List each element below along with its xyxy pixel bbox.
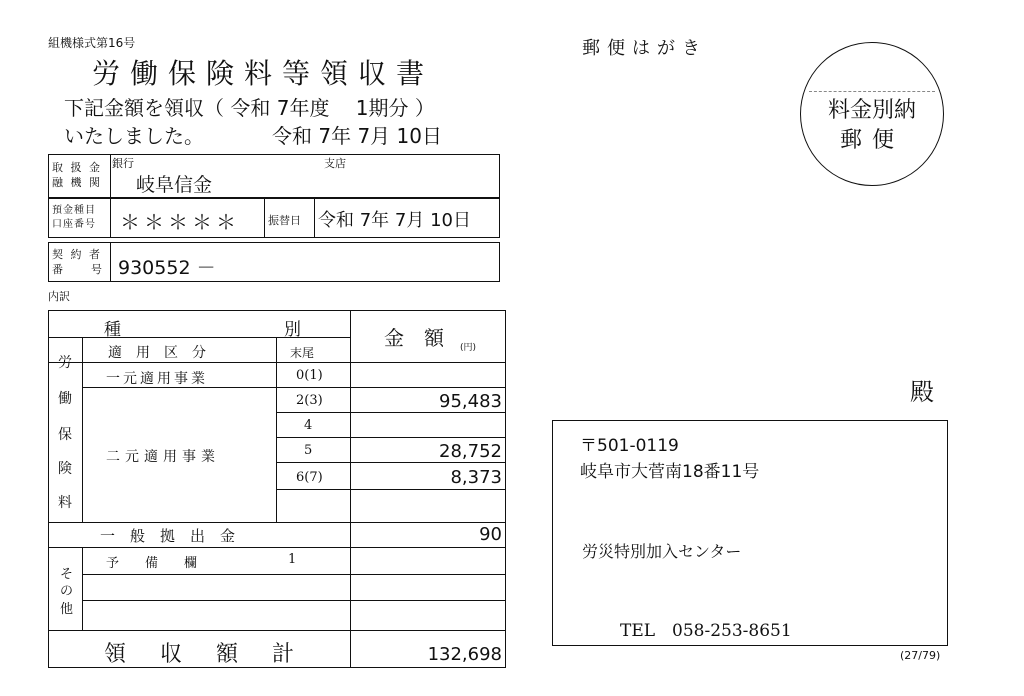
side-label-char-1: 労 xyxy=(58,355,72,371)
receipt-line2: いたしました。 xyxy=(64,124,204,148)
general-contribution-amount: 90 xyxy=(479,524,502,545)
receipt-date: 令和 7年 7月 10日 xyxy=(272,124,442,148)
bank-caption: 銀行 xyxy=(112,157,134,170)
side-label-char-5: 料 xyxy=(58,495,72,511)
contract-label-1: 契 約 者 xyxy=(52,248,102,261)
form-code: 組機様式第16号 xyxy=(48,36,136,50)
suffix-cell: 4 xyxy=(304,418,313,433)
tel-number: TEL 058-253-8651 xyxy=(620,621,792,641)
other-side-char-3: 他 xyxy=(60,602,74,617)
page-title: 労働保険料等領収書 xyxy=(92,57,435,90)
breakdown-label: 内訳 xyxy=(48,290,70,303)
sub-header-suffix: 末尾 xyxy=(290,346,315,360)
amount-cell: 8,373 xyxy=(450,467,502,488)
total-amount: 132,698 xyxy=(427,644,502,665)
postal-code: 〒501-0119 xyxy=(580,436,679,456)
side-label-char-2: 働 xyxy=(58,391,72,407)
reserve-number: 1 xyxy=(288,552,297,567)
contract-label-2: 番 号 xyxy=(52,263,104,276)
total-label: 領 収 額 計 xyxy=(104,642,301,667)
account-label-2: 口座番号 xyxy=(52,219,96,230)
page-number: (27/79) xyxy=(900,649,941,662)
other-side-char-2: の xyxy=(60,584,74,599)
address-line: 岐阜市大菅南18番11号 xyxy=(580,462,760,482)
postcard-header: 郵便はがき xyxy=(582,38,707,59)
transfer-label: 振替日 xyxy=(268,214,301,227)
amount-cell: 95,483 xyxy=(439,391,502,412)
addressee-name: 労災特別加入センター xyxy=(582,542,742,561)
account-label-1: 預金種目 xyxy=(52,205,96,216)
postage-stamp-circle xyxy=(800,42,944,186)
bank-name: 岐阜信金 xyxy=(136,174,213,196)
general-contribution-label: 一 般 拠 出 金 xyxy=(100,527,236,545)
header-kind-left: 種 xyxy=(104,320,121,340)
contract-number: 930552 － xyxy=(118,257,216,279)
suffix-cell: 0(1) xyxy=(296,368,323,383)
contract-box xyxy=(48,242,500,282)
suffix-cell: 5 xyxy=(304,443,313,458)
reserve-label: 予 備 欄 xyxy=(106,556,198,571)
suffix-cell: 2(3) xyxy=(296,393,323,408)
other-side-char-1: そ xyxy=(60,567,74,582)
ichigen-label: 一元適用事業 xyxy=(106,371,208,387)
amount-cell: 28,752 xyxy=(439,441,502,462)
receipt-line: 下記金額を領収（ 令和 7年度 1期分 ） xyxy=(64,96,435,120)
transfer-date: 令和 7年 7月 10日 xyxy=(318,210,471,231)
stamp-line-1: 料金別納 xyxy=(827,98,916,123)
stamp-line-2: 郵便 xyxy=(839,128,904,153)
side-label-char-4: 険 xyxy=(58,461,72,477)
side-label-char-3: 保 xyxy=(58,427,72,443)
suffix-cell: 6(7) xyxy=(296,470,323,485)
header-amount: 金 額 xyxy=(384,326,444,350)
header-kind-right: 別 xyxy=(284,320,301,340)
header-amount-unit: (円) xyxy=(460,343,477,353)
branch-caption: 支店 xyxy=(324,157,346,170)
sub-header-scope: 適 用 区 分 xyxy=(108,345,206,361)
honorific: 殿 xyxy=(910,378,934,406)
bank-label-2: 融 機 関 xyxy=(52,176,102,189)
nigen-label: 二元適用事業 xyxy=(106,449,220,465)
bank-label-1: 取 扱 金 xyxy=(52,161,102,174)
account-number: ＊＊＊＊＊ xyxy=(120,210,240,234)
